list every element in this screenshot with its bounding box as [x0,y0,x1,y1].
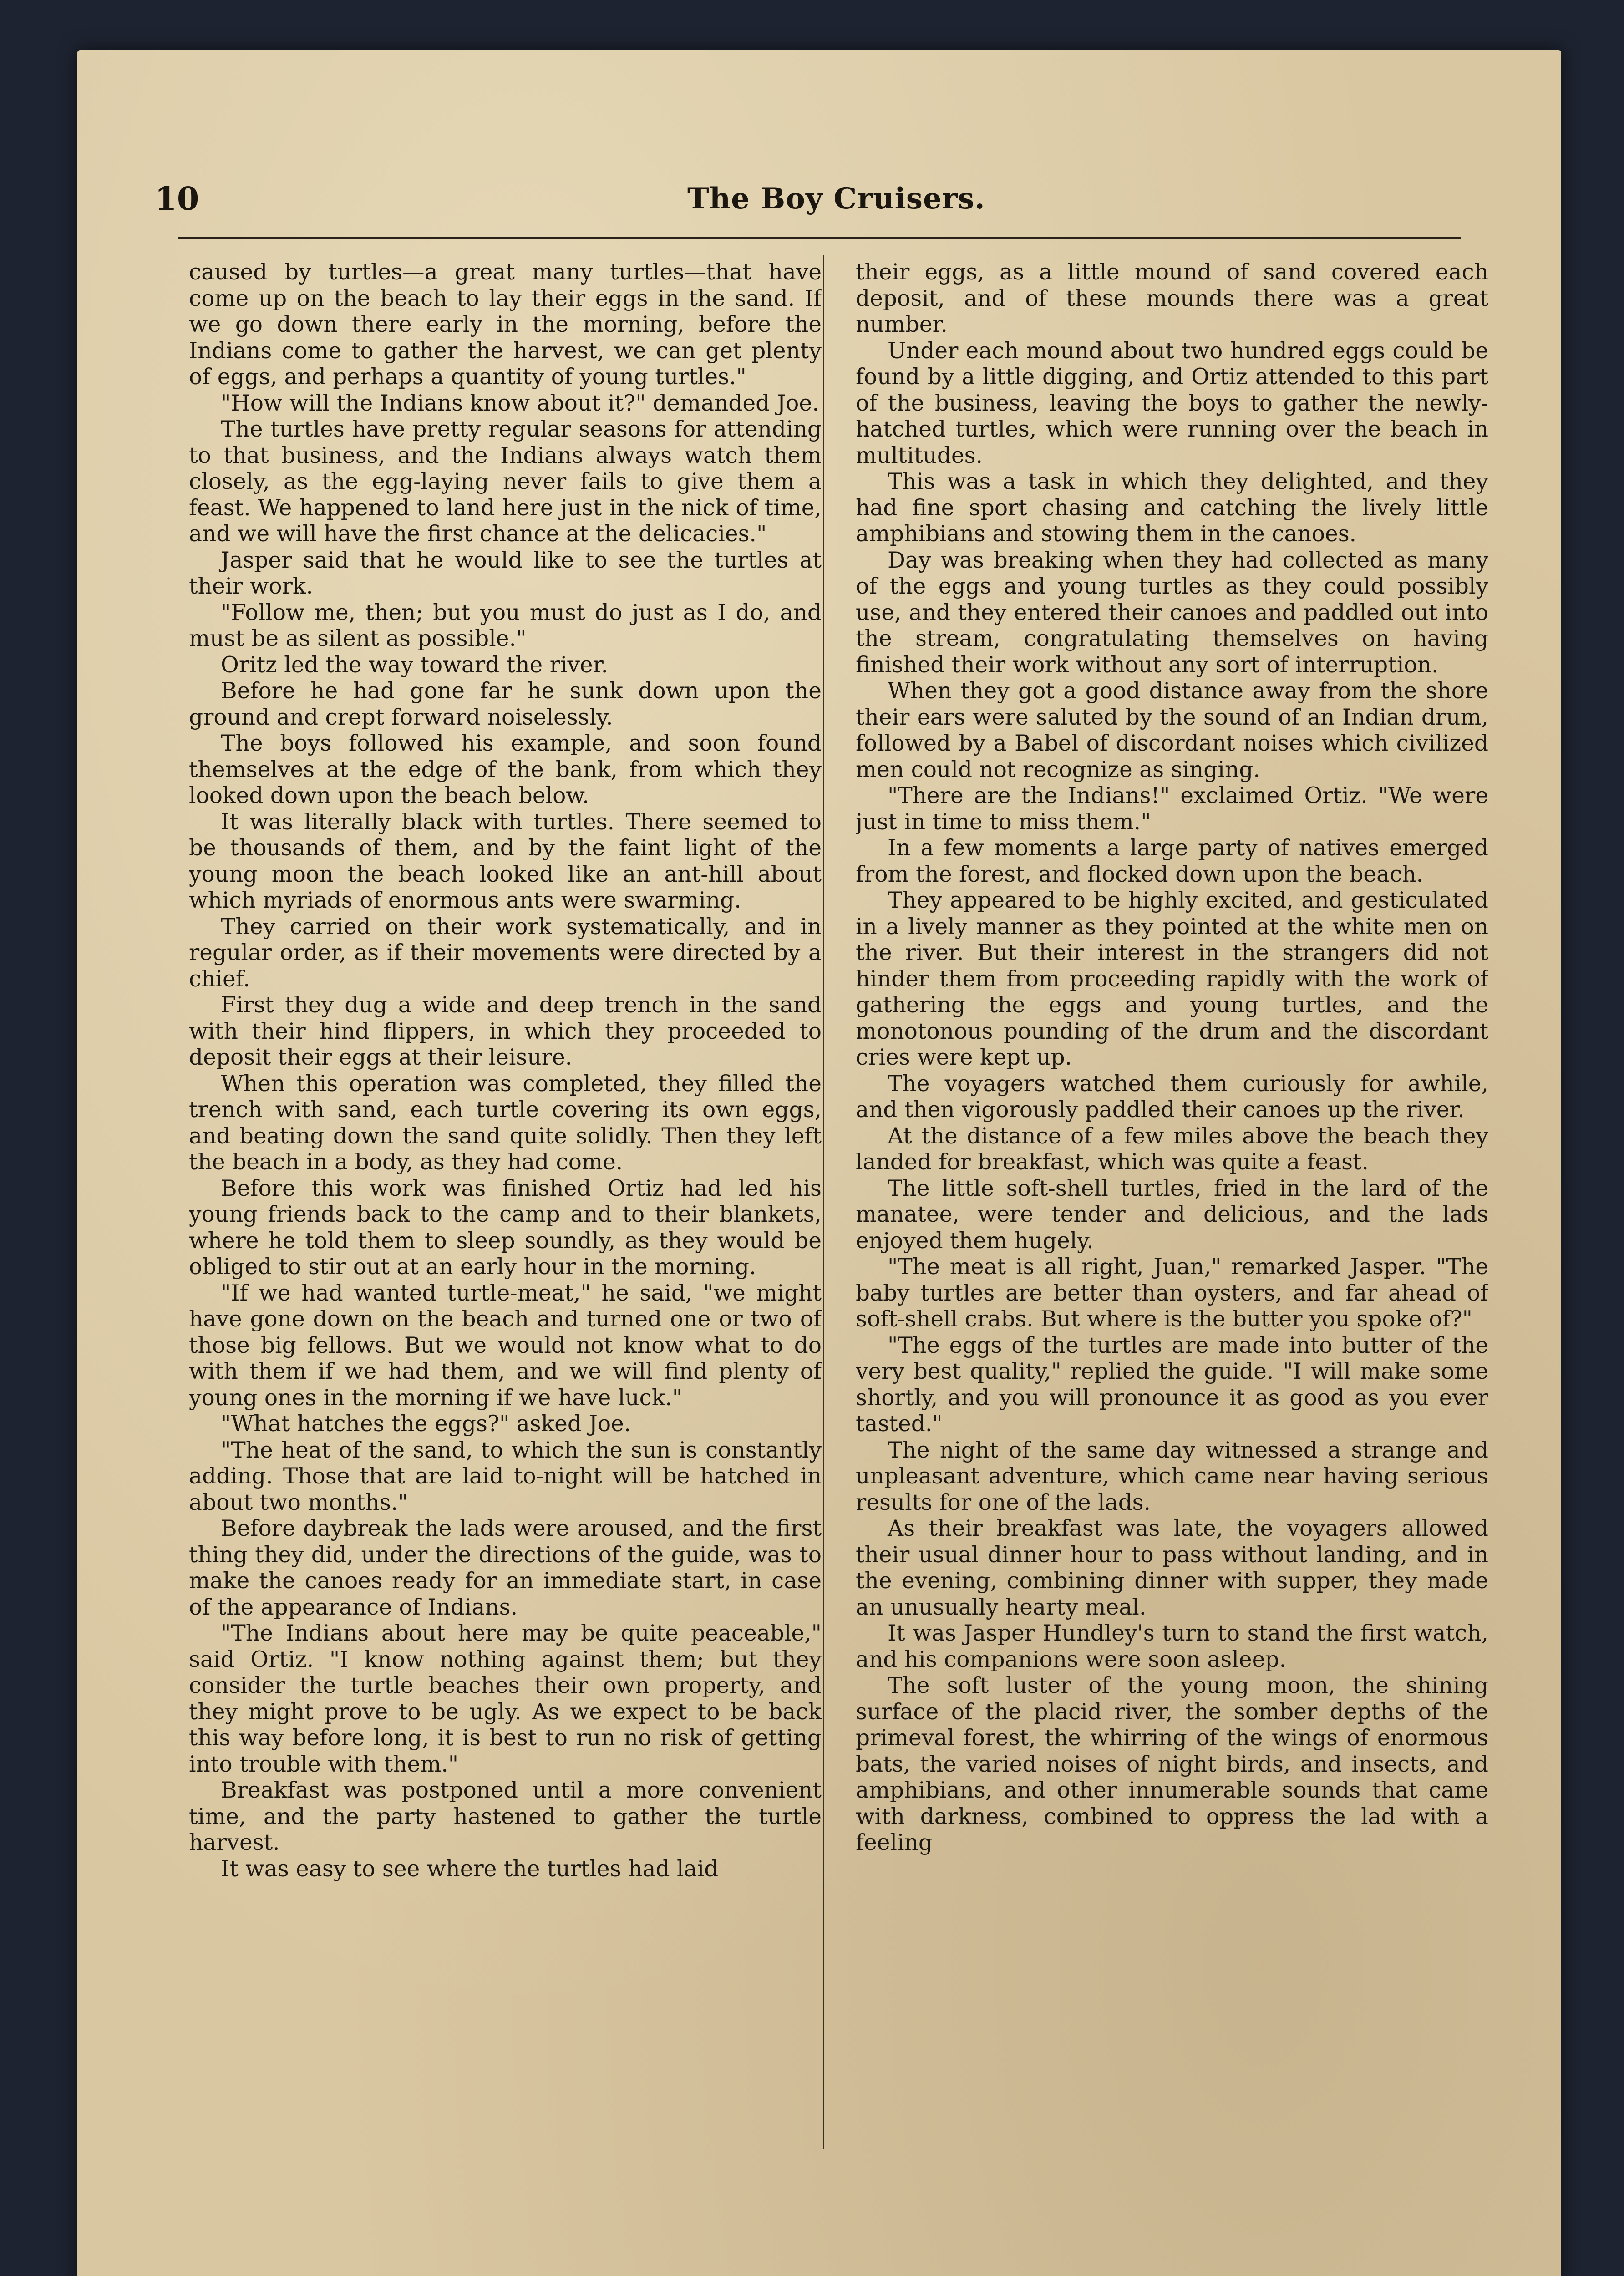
paragraph: "The heat of the sand, to which the sun is constantly adding. Those that are laid to-night will be hatched in about two months." [189,1437,822,1515]
paragraph: "The meat is all right, Juan," remarked Jasper. "The baby turtles are better than oysters, and far ahead of soft-shell crabs. But where is the butter you spoke of?" [856,1254,1488,1332]
paragraph: When they got a good distance away from the shore their ears were saluted by the sound of an Indian drum, followed by a Babel of discordant noises which civilized men could not recognize as singing. [856,678,1488,782]
paragraph: "The eggs of the turtles are made into butter of the very best quality," replied the guide. "I will make some shortly, and you will pronounce it as good as you ever tasted." [856,1332,1488,1437]
page-number: 10 [155,180,199,218]
paragraph: "How will the Indians know about it?" demanded Joe. [221,390,819,416]
paragraph: The soft luster of the young moon, the shining surface of the placid river, the somber depths of the primeval forest, the whirring of the wings of enormous bats, the varied noises of night birds, and insects, and amphibians, and other innumerable sounds that came with darkness, combined to oppress the lad with a feeling [856,1673,1488,1855]
paragraph: Oritz led the way toward the river. [221,652,609,678]
paragraph: When this operation was completed, they filled the trench with sand, each turtle covering its own eggs, and beating down the sand quite solidly. Then they left the beach in a body, as they had come. [189,1071,822,1175]
paragraph: It was Jasper Hundley's turn to stand the first watch, and his companions were soon asleep. [856,1621,1488,1672]
paragraph: Breakfast was postponed until a more convenient time, and the party hastened to gather the turtle harvest. [189,1778,822,1855]
header-rule [178,237,1461,239]
paragraph: The night of the same day witnessed a strange and unpleasant adventure, which came near having serious results for one of the lads. [856,1437,1488,1515]
paragraph: "If we had wanted turtle-meat," he said, "we might have gone down on the beach and turned one or two of those big fellows. But we would not know what to do with them if we had them, and we will find plenty of young ones in the morning if we have luck." [189,1280,822,1411]
paragraph: First they dug a wide and deep trench in the sand with their hind flippers, in which they proceeded to deposit their eggs at their leisure. [189,992,822,1070]
text-column-right [856,259,1488,2153]
paragraph: This was a task in which they delighted, and they had fine sport chasing and catching the lively little amphibians and stowing them in the canoes. [856,469,1488,547]
running-title: The Boy Cruisers. [687,182,985,216]
paragraph: caused by turtles—a great many turtles—that have come up on the beach to lay their eggs in the sand. If we go down there early in the morning, before the Indians come to gather the harvest, we can get plenty of eggs, and perhaps a quantity of young turtles." [189,259,822,390]
paragraph: In a few moments a large party of natives emerged from the forest, and flocked down upon the beach. [856,835,1488,887]
column-divider [823,255,824,2149]
paragraph: The little soft-shell turtles, fried in the lard of the manatee, were tender and delicious, and the lads enjoyed them hugely. [856,1175,1488,1254]
paragraph: "Follow me, then; but you must do just as I do, and must be as silent as possible." [189,599,822,651]
paragraph: The turtles have pretty regular seasons for attending to that business, and the Indians always watch them closely, as the egg-laying never fails to give them a feast. We happened to land here just in the nick of time, and we will have the first chance at the delicacies." [189,417,822,547]
paragraph: Under each mound about two hundred eggs could be found by a little digging, and Ortiz attended to this part of the business, leaving the boys to gather the newly-hatched turtles, which were running over the beach in multitudes. [856,338,1488,468]
paragraph: Before daybreak the lads were aroused, and the first thing they did, under the directions of the guide, was to make the canoes ready for an immediate start, in case of the appearance of Indians. [189,1516,822,1620]
paragraph: Jasper said that he would like to see the turtles at their work. [189,547,822,599]
paragraph: They carried on their work systematically, and in regular order, as if their movements were directed by a chief. [189,914,822,992]
paragraph: Before he had gone far he sunk down upon the ground and crept forward noiselessly. [189,678,822,730]
text-column-left [189,259,822,2153]
paragraph: "The Indians about here may be quite peaceable," said Ortiz. "I know nothing against them; but they consider the turtle beaches their own property, and they might prove to be ugly. As we expect to be back this way before long, it is best to run no risk of getting into trouble with them." [189,1621,822,1777]
paragraph: their eggs, as a little mound of sand covered each deposit, and of these mounds there was a great number. [856,259,1488,337]
paragraph: They appeared to be highly excited, and gesticulated in a lively manner as they pointed at the white men on the river. But their interest in the strangers did not hinder them from proceeding rapidly with the work of gathering the eggs and young turtles, and the monotonous pounding of the drum and the discordant cries were kept up. [856,888,1488,1070]
page-header [155,175,1493,225]
paragraph: As their breakfast was late, the voyagers allowed their usual dinner hour to pass without landing, and in the evening, combining dinner with supper, they made an unusually hearty meal. [856,1516,1488,1620]
paragraph: It was easy to see where the turtles had laid [221,1856,719,1882]
paragraph: It was literally black with turtles. There seemed to be thousands of them, and by the faint light of the young moon the beach looked like an ant-hill about which myriads of enormous ants were swarming. [189,809,822,913]
paragraph: "What hatches the eggs?" asked Joe. [221,1411,631,1437]
paragraph: "There are the Indians!" exclaimed Ortiz. "We were just in time to miss them." [856,783,1488,835]
paragraph: Day was breaking when they had collected as many of the eggs and young turtles as they could possibly use, and they entered their canoes and paddled out into the stream, congratulating themselves on having finished their work without any sort of interruption. [856,547,1488,678]
paragraph: At the distance of a few miles above the beach they landed for breakfast, which was quite a feast. [856,1123,1488,1175]
paragraph: The voyagers watched them curiously for awhile, and then vigorously paddled their canoes up the river. [856,1071,1488,1123]
paragraph: Before this work was finished Ortiz had led his young friends back to the camp and to their blankets, where he told them to sleep soundly, as they would be obliged to stir out at an early hour in the morning. [189,1175,822,1280]
paragraph: The boys followed his example, and soon found themselves at the edge of the bank, from which they looked down upon the beach below. [189,731,822,808]
